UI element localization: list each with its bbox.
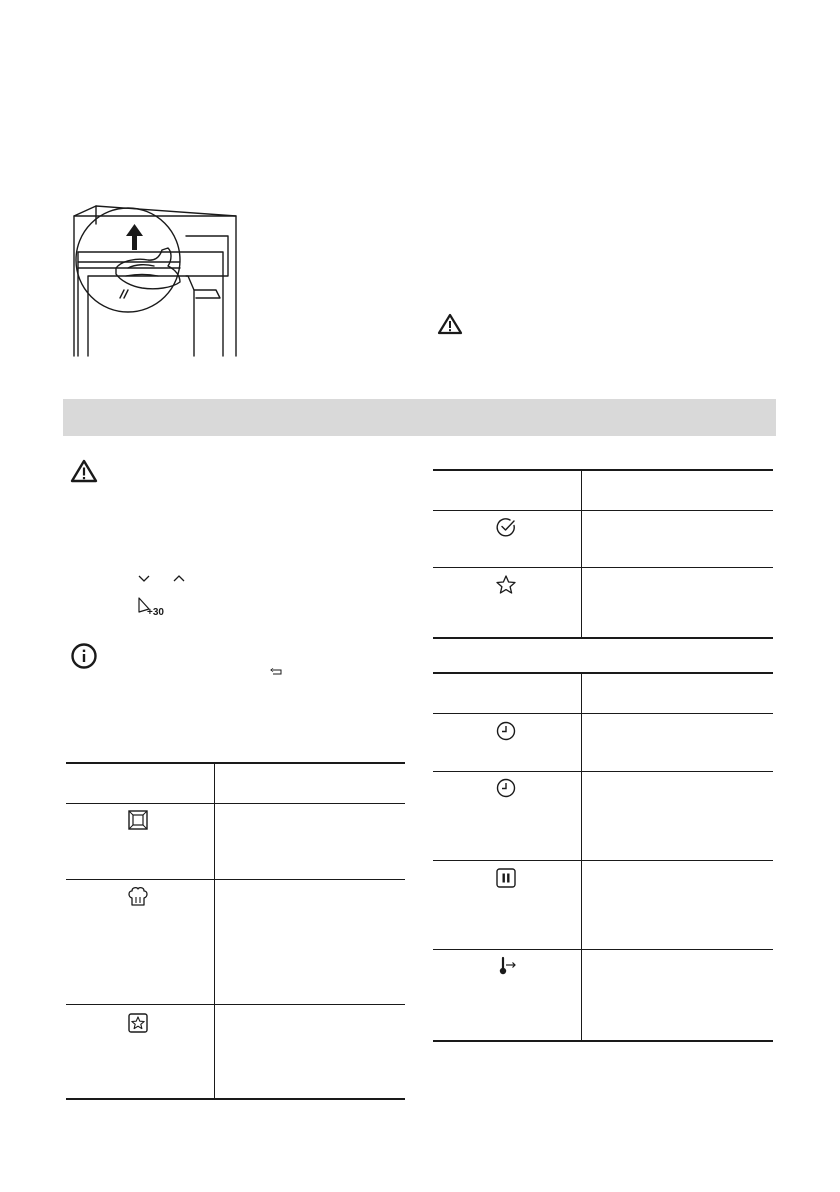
back-arrow-icon — [270, 667, 284, 677]
favourite-star-box-icon — [127, 1012, 149, 1034]
food-sensor-icon — [495, 955, 519, 977]
info-circle-icon — [70, 642, 98, 670]
indicator-table-one — [433, 469, 773, 639]
indicator-table-two — [433, 672, 773, 1042]
chevron-up-icon — [172, 573, 186, 583]
pause-icon — [495, 867, 517, 889]
oven-door-lock-release-illustration — [68, 190, 238, 360]
chef-hat-icon — [127, 886, 149, 908]
star-outline-icon — [495, 574, 517, 596]
warning-triangle-icon — [437, 313, 463, 335]
add-time-label: +30 — [147, 607, 164, 618]
oven-cavity-icon — [127, 809, 149, 831]
section-heading-band — [63, 399, 776, 436]
clock-icon — [495, 777, 517, 799]
check-circle-icon — [495, 516, 517, 538]
clock-icon — [495, 720, 517, 742]
favourites-table — [66, 762, 405, 1100]
warning-triangle-icon — [70, 459, 98, 483]
chevron-down-icon — [137, 573, 151, 583]
